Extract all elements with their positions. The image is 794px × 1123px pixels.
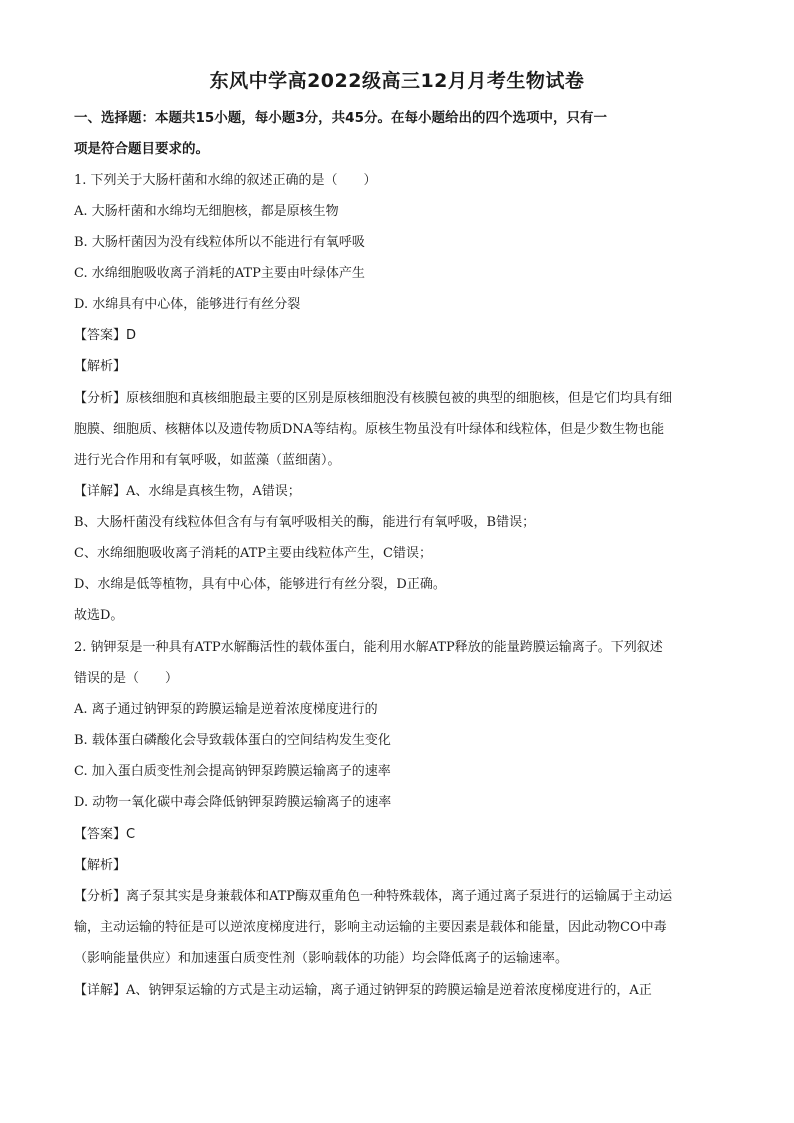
q2-option-b: B. 载体蛋白磷酸化会导致载体蛋白的空间结构发生变化 (74, 733, 391, 748)
q1-xiangjie-d: D、水绵是低等植物，具有中心体，能够进行有丝分裂，D正确。 (74, 577, 446, 592)
q1-option-c: C. 水绵细胞吸收离子消耗的ATP主要由叶绿体产生 (74, 266, 365, 281)
q1-fenxi-line-1: 【分析】原核细胞和真核细胞最主要的区别是原核细胞没有核膜包被的典型的细胞核，但是它们均具有细 (74, 391, 673, 406)
q2-stem-line-2: 错误的是（ ） (74, 671, 179, 686)
q1-option-a: A. 大肠杆菌和水绵均无细胞核，都是原核生物 (74, 204, 339, 219)
q1-stem: 1. 下列关于大肠杆菌和水绵的叙述正确的是（ ） (74, 173, 377, 188)
q2-fenxi-line-3: （影响能量供应）和加速蛋白质变性剂（影响载体的功能）均会降低离子的运输速率。 (74, 951, 569, 966)
q2-option-d: D. 动物一氧化碳中毒会降低钠钾泵跨膜运输离子的速率 (74, 795, 392, 810)
q1-answer: 【答案】D (74, 328, 137, 343)
q2-stem-line-1: 2. 钠钾泵是一种具有ATP水解酶活性的载体蛋白，能利用水解ATP释放的能量跨膜运输离子。下列叙述 (74, 640, 663, 655)
q2-fenxi-line-1: 【分析】离子泵其实是身兼载体和ATP酶双重角色一种特殊载体，离子通过离子泵进行的运输属于主动运 (74, 889, 673, 904)
q2-xiangjie-a: 【详解】A、钠钾泵运输的方式是主动运输，离子通过钠钾泵的跨膜运输是逆着浓度梯度进行的，A正 (74, 983, 652, 998)
section-heading-line-1: 一、选择题：本题共15小题，每小题3分，共45分。在每小题给出的四个选项中，只有一 (74, 110, 607, 126)
q2-analysis-label: 【解析】 (74, 858, 127, 873)
q1-analysis-label: 【解析】 (74, 359, 127, 374)
q1-xiangjie-a: 【详解】A、水绵是真核生物，A错误； (74, 484, 301, 499)
section-heading-line-2: 项是符合题目要求的。 (74, 141, 209, 157)
q1-xiangjie-b: B、大肠杆菌没有线粒体但含有与有氧呼吸相关的酶，能进行有氧呼吸，B错误； (74, 515, 536, 530)
q1-fenxi-line-3: 进行光合作用和有氧呼吸，如蓝藻（蓝细菌）。 (74, 453, 341, 468)
q2-option-a: A. 离子通过钠钾泵的跨膜运输是逆着浓度梯度进行的 (74, 702, 378, 717)
q1-conclusion: 故选D。 (74, 608, 124, 623)
q1-fenxi-line-2: 胞膜、细胞质、核糖体以及遗传物质DNA等结构。原核生物虽没有叶绿体和线粒体，但是少数生物也能 (74, 422, 665, 437)
q2-answer: 【答案】C (74, 827, 136, 842)
q1-xiangjie-c: C、水绵细胞吸收离子消耗的ATP主要由线粒体产生，C错误； (74, 546, 432, 561)
q2-option-c: C. 加入蛋白质变性剂会提高钠钾泵跨膜运输离子的速率 (74, 764, 391, 779)
q1-option-d: D. 水绵具有中心体，能够进行有丝分裂 (74, 297, 301, 312)
page-title: 东风中学高2022级高三12月月考生物试卷 (209, 70, 585, 92)
q2-fenxi-line-2: 输，主动运输的特征是可以逆浓度梯度进行，影响主动运输的主要因素是载体和能量，因此动物CO中毒 (74, 920, 667, 935)
q1-option-b: B. 大肠杆菌因为没有线粒体所以不能进行有氧呼吸 (74, 235, 365, 250)
